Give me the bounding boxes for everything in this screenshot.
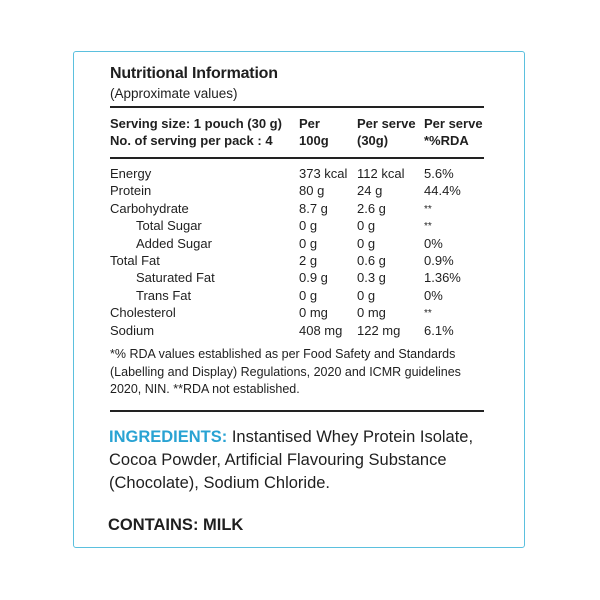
- per-serve-value: 122 mg: [357, 322, 401, 338]
- nutrient-name: Total Sugar: [136, 218, 202, 234]
- nutrient-name: Trans Fat: [136, 287, 192, 303]
- per-serve-value: 2.6 g: [357, 200, 386, 216]
- per100-value: 373 kcal: [299, 166, 348, 181]
- per100-value: 0 mg: [299, 305, 328, 321]
- panel-title: Nutritional Information: [110, 65, 278, 82]
- per100-value: 0 g: [299, 235, 318, 251]
- per-serve-value: 0 mg: [357, 305, 386, 321]
- per100-value: 0.9 g: [299, 270, 328, 286]
- per100-value: 2 g: [299, 253, 318, 268]
- nutrient-name: Energy: [110, 166, 152, 181]
- rda-value: 0%: [424, 235, 443, 251]
- nutrient-name: Carbohydrate: [110, 200, 189, 216]
- nutrient-name: Saturated Fat: [136, 270, 215, 286]
- footnote-divider: [110, 410, 484, 412]
- serving-size: Serving size: 1 pouch (30 g): [110, 116, 282, 131]
- rda-value: 44.4%: [424, 183, 461, 199]
- rda-value: 5.6%: [424, 166, 454, 181]
- rda-value: **: [424, 308, 432, 320]
- nutrient-name: Cholesterol: [110, 305, 176, 321]
- rda-value: 6.1%: [424, 322, 454, 338]
- per100-value: 0 g: [299, 287, 318, 303]
- col-per100-line2: 100g: [299, 133, 329, 148]
- top-divider: [110, 106, 484, 108]
- rda-value: 1.36%: [424, 270, 461, 286]
- per-serve-value: 0.3 g: [357, 270, 386, 286]
- rda-footnote: *% RDA values established as per Food Safety and Standards (Labelling and Display) Regulations, 2020 and ICMR guidelines 2020, NIN. **RDA not established.: [110, 347, 461, 396]
- rda-value: **: [424, 221, 432, 233]
- nutrient-name: Protein: [110, 183, 152, 199]
- per-serve-value: 112 kcal: [357, 166, 405, 181]
- panel-subtitle: (Approximate values): [110, 86, 238, 101]
- per100-value: 408 mg: [299, 322, 343, 338]
- ingredients-text: Instantised Whey Protein Isolate, Cocoa Powder, Artificial Flavouring Substance (Chocolate), Sodium Chloride.: [109, 428, 474, 492]
- per100-value: 80 g: [299, 183, 325, 199]
- per100-value: 0 g: [299, 218, 318, 234]
- header-divider: [110, 157, 484, 159]
- per-serve-value: 0 g: [357, 235, 376, 251]
- nutrient-name: Sodium: [110, 322, 155, 338]
- col-per100-line1: Per: [299, 116, 320, 131]
- per-serve-value: 24 g: [357, 183, 383, 199]
- per-serve-value: 0 g: [357, 287, 376, 303]
- per-serve-value: 0.6 g: [357, 253, 386, 268]
- rda-value: 0.9%: [424, 253, 454, 268]
- col-perserve-line1: Per serve: [357, 116, 416, 131]
- per100-value: 8.7 g: [299, 200, 328, 216]
- servings-per-pack: No. of serving per pack : 4: [110, 133, 273, 148]
- col-perserve-line2: (30g): [357, 133, 389, 148]
- nutrient-name: Added Sugar: [136, 235, 212, 251]
- per-serve-value: 0 g: [357, 218, 376, 234]
- allergen-contains: CONTAINS: MILK: [108, 516, 244, 534]
- col-rda-line1: Per serve: [424, 116, 483, 131]
- ingredients-label: INGREDIENTS:: [109, 428, 228, 446]
- ingredients-block: [109, 426, 499, 495]
- col-rda-line2: *%RDA: [424, 133, 469, 148]
- rda-value: **: [424, 203, 432, 215]
- nutrient-name: Total Fat: [110, 253, 160, 268]
- rda-value: 0%: [424, 287, 443, 303]
